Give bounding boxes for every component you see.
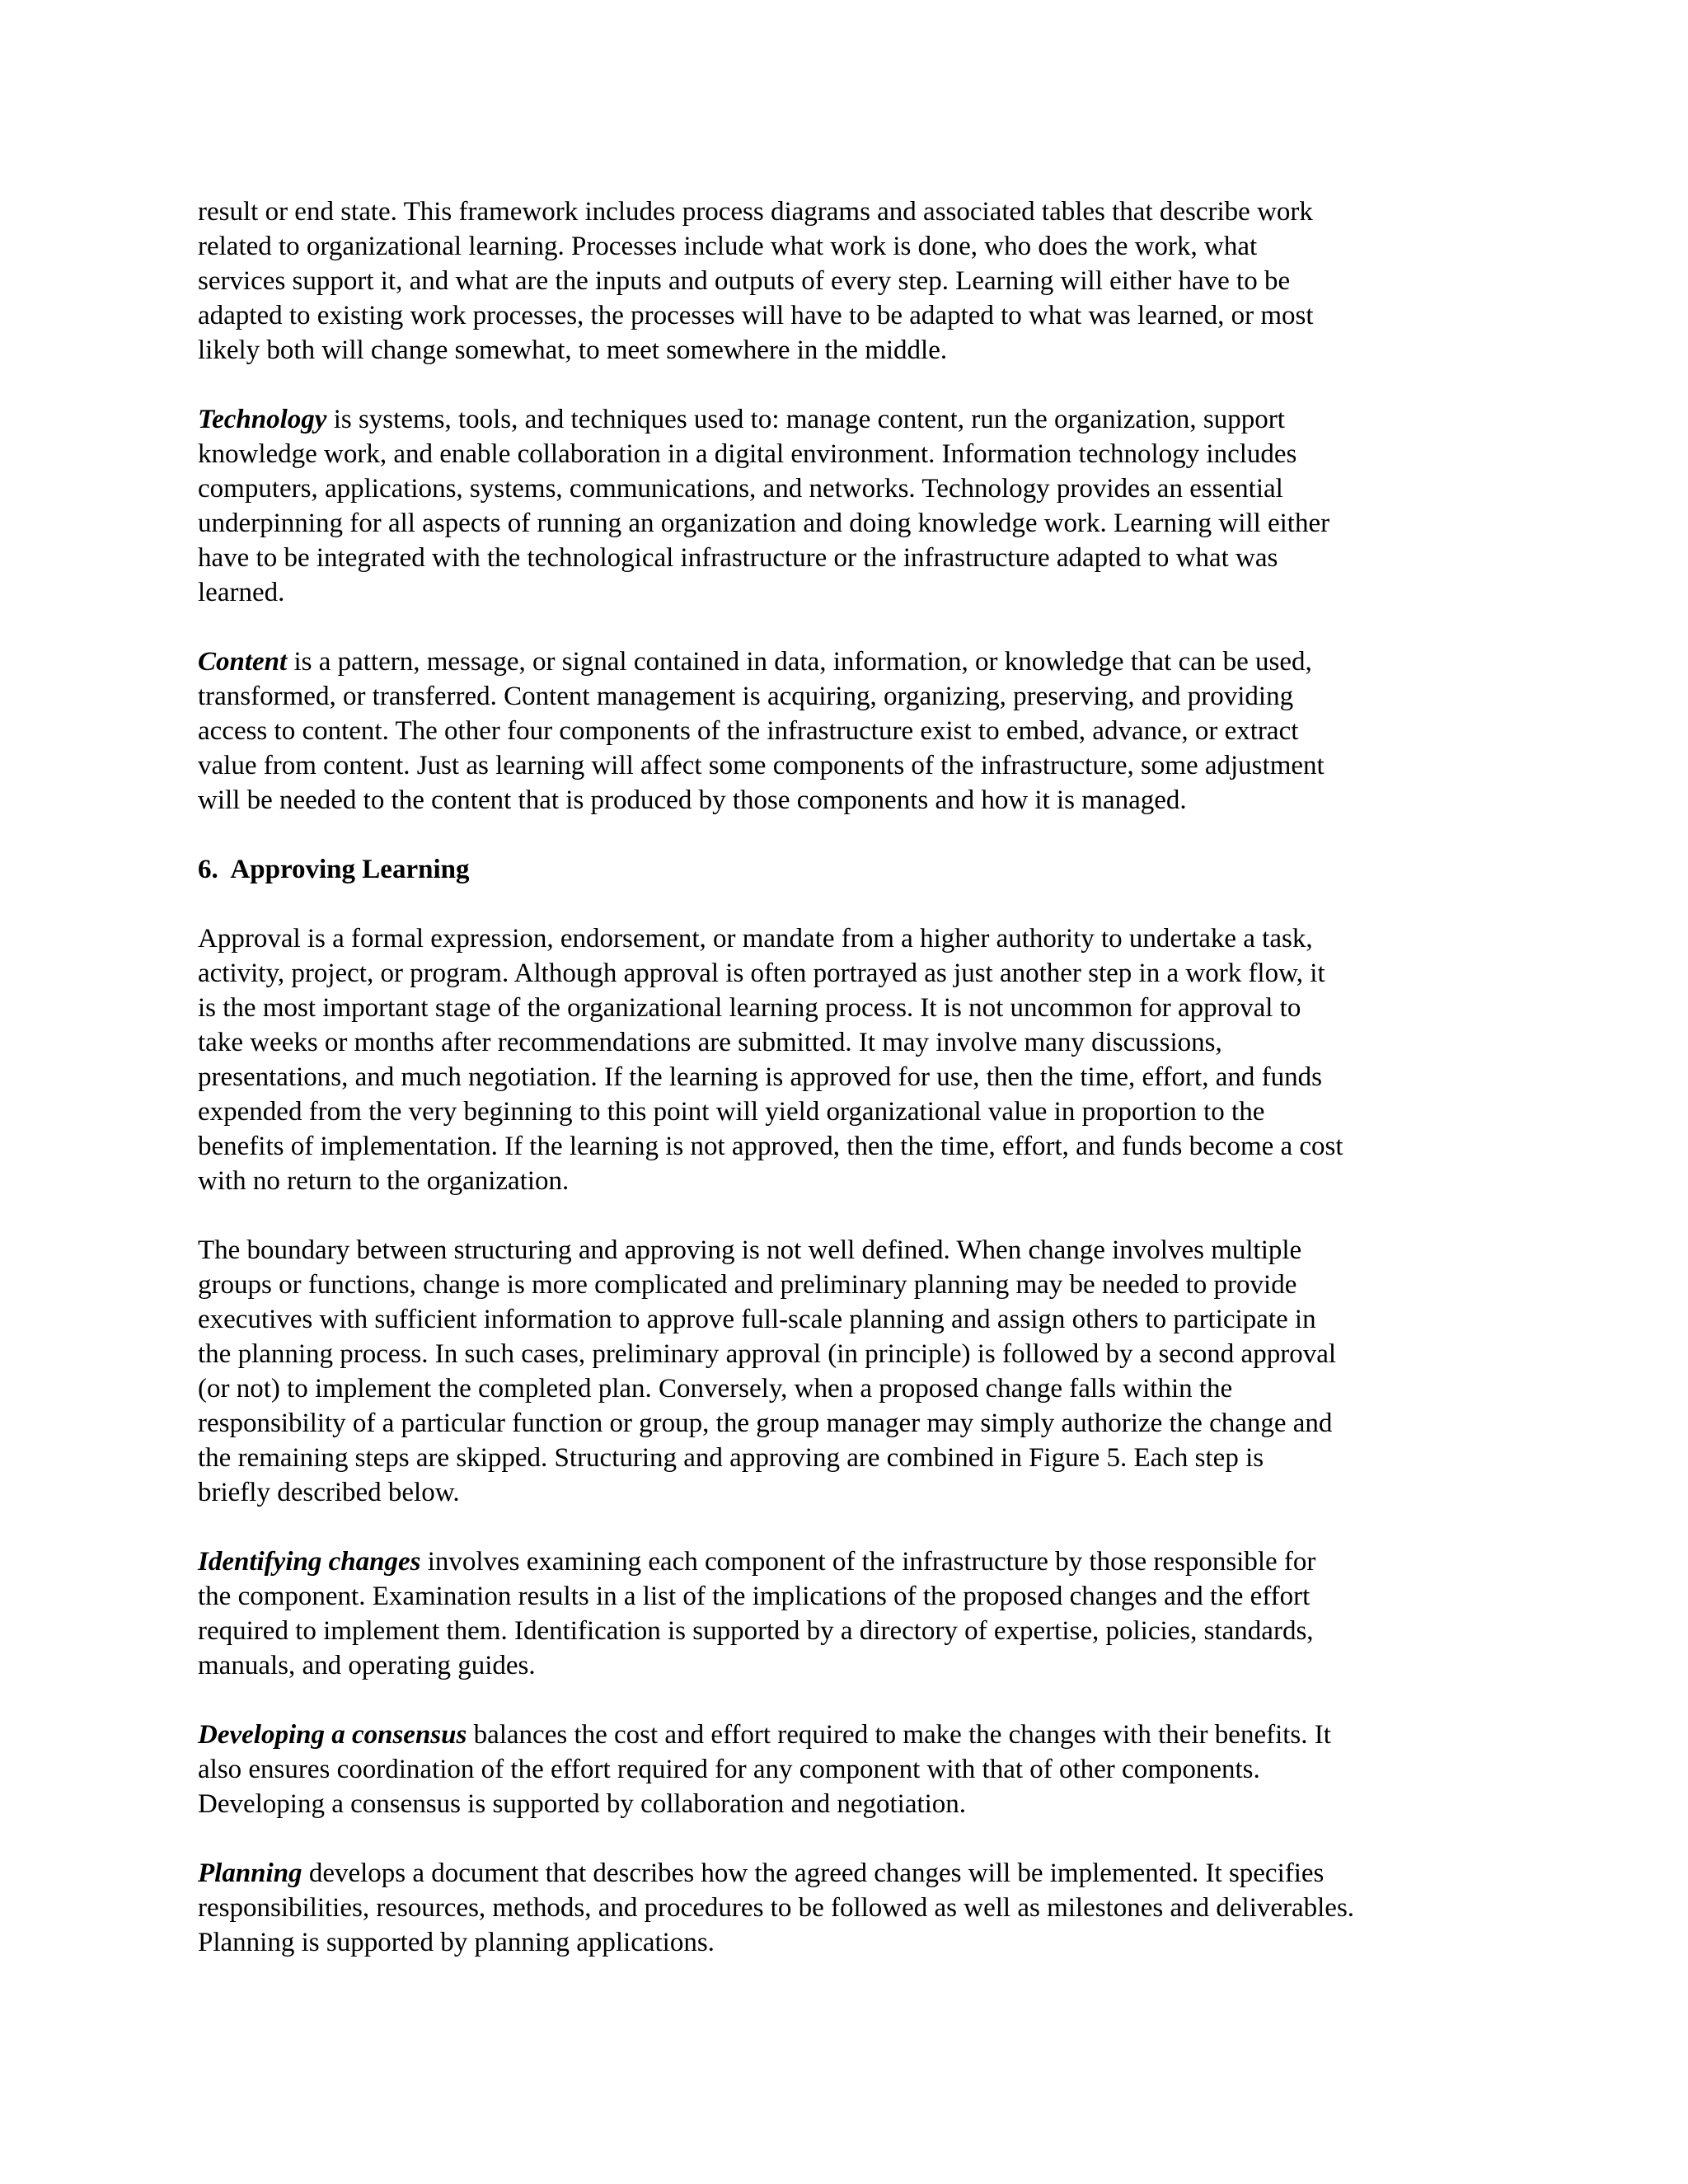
- paragraph-identifying-changes: [198, 1544, 1500, 1683]
- paragraph-boundary: The boundary between structuring and approving is not well defined. When change involves multiple groups or functions, change is more complicated and preliminary planning may be needed to provide executives with sufficient information to approve full-scale planning and assign others to participate in the planning process. In such cases, preliminary approval (in principle) is followed by a second approval (or not) to implement the completed plan. Conversely, when a proposed change falls within the responsibility of a particular function or group, the group manager may simply authorize the change and the remaining steps are skipped. Structuring and approving are combined in Figure 5. Each step is briefly described below.: [198, 1235, 1337, 1507]
- developing-consensus-description: balances the cost and effort required to make the changes with their benefits. It also ensures coordination of the effort required for any component with that of other components. Developing a consensus is supported by collaboration and negotiation.: [198, 1720, 1331, 1819]
- term-planning: Planning: [198, 1858, 302, 1888]
- section-heading-approving-learning: 6. Approving Learning: [198, 855, 470, 884]
- paragraph-technology: [198, 402, 1500, 610]
- paragraph-developing-consensus: [198, 1718, 1500, 1821]
- term-content: Content: [198, 647, 288, 677]
- document-page: [198, 194, 1500, 1960]
- paragraph-approval: Approval is a formal expression, endorsement, or mandate from a higher authority to undertake a task, activity, project, or program. Although approval is often portrayed as just another step in a work flow, it is the most important stage of the organizational learning process. It is not uncommon for approval to take weeks or months after recommendations are submitted. It may involve many discussions, presentations, and much negotiation. If the learning is approved for use, then the time, effort, and funds expended from the very beginning to this point will yield organizational value in proportion to the benefits of implementation. If the learning is not approved, then the time, effort, and funds become a cost with no return to the organization.: [198, 924, 1343, 1196]
- term-technology: Technology: [198, 405, 327, 434]
- paragraph-process-continued: result or end state. This framework includes process diagrams and associated tables that describe work related to organizational learning. Processes include what work is done, who does the work, what services support it, and what are the inputs and outputs of every step. Learning will either have to be adapted to existing work processes, the processes will have to be adapted to what was learned, or most likely both will change somewhat, to meet somewhere in the middle.: [198, 197, 1314, 365]
- technology-description: is systems, tools, and techniques used to: manage content, run the organization, support knowledge work, and enable collaboration in a digital environment. Information technology includes computers, applications, systems, communications, and networks. Technology provides an essential underpinning for all aspects of running an organization and doing knowledge work. Learning will either have to be integrated with the technological infrastructure or the infrastructure adapted to what was learned.: [198, 405, 1330, 607]
- planning-description: develops a document that describes how the agreed changes will be implemented. It specifies responsibilities, resources, methods, and procedures to be followed as well as milestones and deliverables. Planning is supported by planning applications.: [198, 1858, 1355, 1957]
- identifying-changes-description: involves examining each component of the infrastructure by those responsible for the component. Examination results in a list of the implications of the proposed changes and the effort required to implement them. Identification is supported by a directory of expertise, policies, standards, manuals, and operating guides.: [198, 1547, 1316, 1680]
- paragraph-planning: [198, 1856, 1500, 1960]
- term-identifying-changes: Identifying changes: [198, 1547, 421, 1577]
- term-developing-consensus: Developing a consensus: [198, 1720, 467, 1750]
- content-description: is a pattern, message, or signal contained in data, information, or knowledge that can be used, transformed, or transferred. Content management is acquiring, organizing, preserving, and providing access to content. The other four components of the infrastructure exist to embed, advance, or extract value from content. Just as learning will affect some components of the infrastructure, some adjustment will be needed to the content that is produced by those components and how it is managed.: [198, 647, 1325, 815]
- paragraph-content: [198, 644, 1500, 818]
